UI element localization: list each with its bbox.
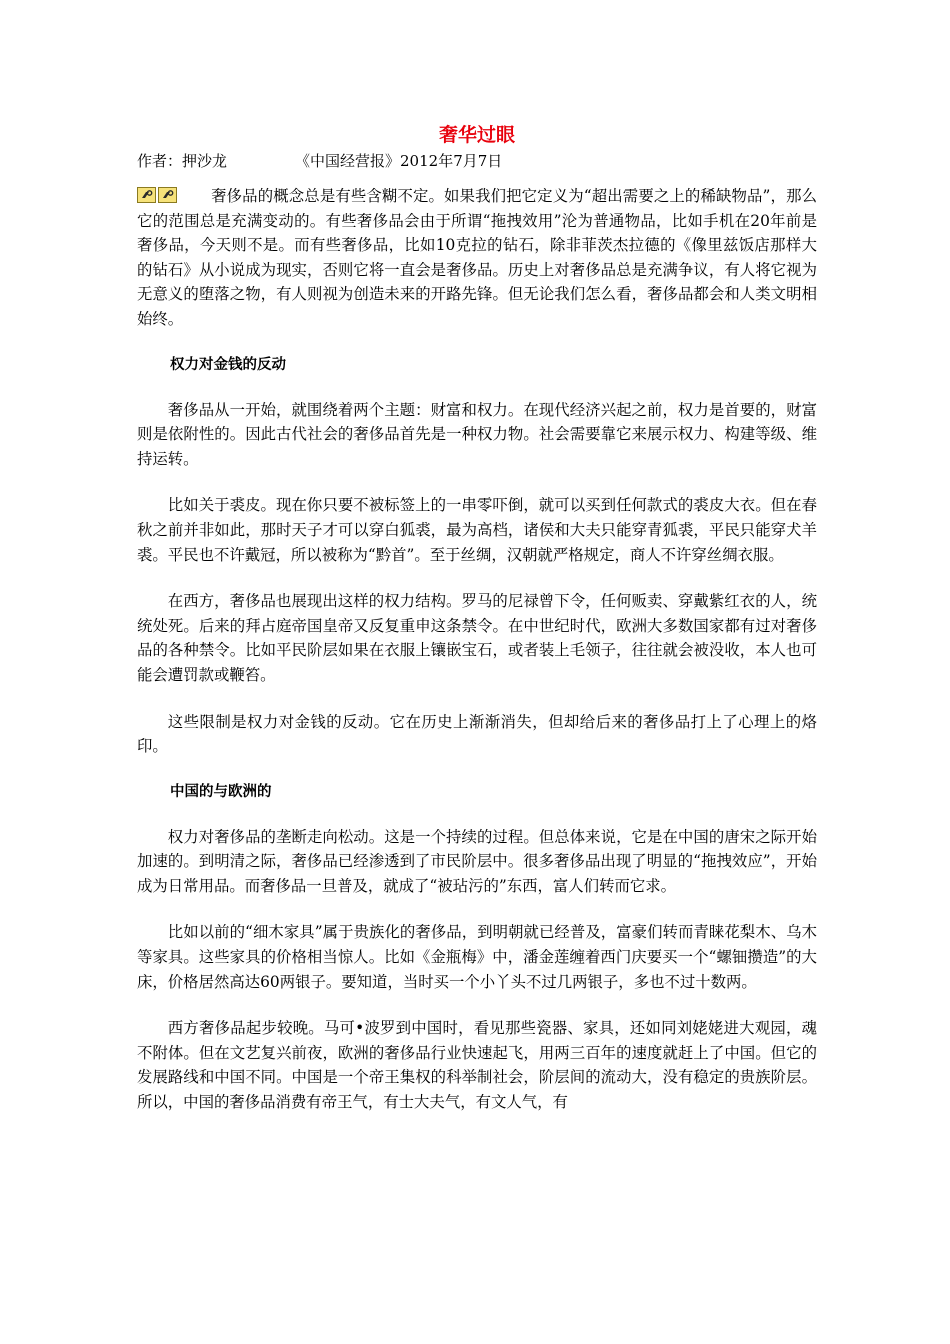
author: 作者：押沙龙 [137, 152, 228, 170]
source: 《中国经营报》2012年7月7日 [295, 152, 503, 170]
paragraph: 权力对奢侈品的垄断走向松动。这是一个持续的过程。但总体来说，它是在中国的唐宋之际开始加速的。到明清之际，奢侈品已经渗透到了市民阶层中。很多奢侈品出现了明显的“拖拽效应”，开始成为日常用品。而奢侈品一旦普及，就成了“被玷污的”东西，富人们转而它求。 [137, 827, 817, 895]
section-heading-2: 中国的与欧洲的 [170, 783, 272, 800]
article-title: 奢华过眼 [438, 124, 515, 146]
section-heading-1: 权力对金钱的反动 [170, 356, 286, 373]
intro-text: 奢侈品的概念总是有些含糊不定。如果我们把它定义为“超出需要之上的稀缺物品”，那么它的范围总是充满变动的。有些奢侈品会由于所谓“拖拽效用”沦为普通物品，比如手机在20年前是奢侈品，今天则不是。而有些奢侈品，比如10克拉的钻石，除非菲茨杰拉德的《像里兹饭店那样大的钻石》从小说成为现实，否则它将一直会是奢侈品。历史上对奢侈品总是充满争议，有人将它视为无意义的堕落之物，有人则视为创造未来的开路先锋。但无论我们怎么看，奢侈品都会和人类文明相始终。 [137, 187, 817, 328]
paragraph: 比如关于裘皮。现在你只要不被标签上的一串零吓倒，就可以买到任何款式的裘皮大衣。但在春秋之前并非如此，那时天子才可以穿白狐裘，最为高档，诸侯和大夫只能穿青狐裘，平民只能穿犬羊裘。平民也不许戴冠，所以被称为“黔首”。至于丝绸，汉朝就严格规定，商人不许穿丝绸衣服。 [137, 496, 817, 564]
article [137, 120, 817, 1137]
paragraph: 这些限制是权力对金钱的反动。它在历史上渐渐消失，但却给后来的奢侈品打上了心理上的烙印。 [137, 712, 817, 756]
link-icons[interactable] [137, 186, 181, 204]
link-icon[interactable] [137, 187, 156, 203]
paragraph: 比如以前的“细木家具”属于贵族化的奢侈品，到明朝就已经普及，富豪们转而青睐花梨木、乌木等家具。这些家具的价格相当惊人。比如《金瓶梅》中，潘金莲缠着西门庆要买一个“螺钿攒造”的大床，价格居然高达60两银子。要知道，当时买一个小丫头不过几两银子，多也不过十数两。 [137, 923, 817, 991]
link-icon[interactable] [158, 187, 177, 203]
paragraph: 西方奢侈品起步较晚。马可•波罗到中国时，看见那些瓷器、家具，还如同刘姥姥进大观园，魂不附体。但在文艺复兴前夜，欧洲的奢侈品行业快速起飞，用两三百年的速度就赶上了中国。但它的发展路线和中国不同。中国是一个帝王集权的科举制社会，阶层间的流动大，没有稳定的贵族阶层。所以，中国的奢侈品消费有帝王气，有士大夫气，有文人气，有 [137, 1019, 817, 1112]
paragraph: 在西方，奢侈品也展现出这样的权力结构。罗马的尼禄曾下令，任何贩卖、穿戴紫红衣的人，统统处死。后来的拜占庭帝国皇帝又反复重申这条禁令。在中世纪时代，欧洲大多数国家都有过对奢侈品的各种禁令。比如平民阶层如果在衣服上镶嵌宝石，或者装上毛领子，往往就会被没收，本人也可能会遭罚款或鞭笞。 [137, 592, 817, 684]
paragraph: 奢侈品从一开始，就围绕着两个主题：财富和权力。在现代经济兴起之前，权力是首要的，财富则是依附性的。因此古代社会的奢侈品首先是一种权力物。社会需要靠它来展示权力、构建等级、维持运转。 [137, 400, 817, 468]
byline [137, 150, 817, 172]
intro-paragraph [137, 184, 817, 332]
